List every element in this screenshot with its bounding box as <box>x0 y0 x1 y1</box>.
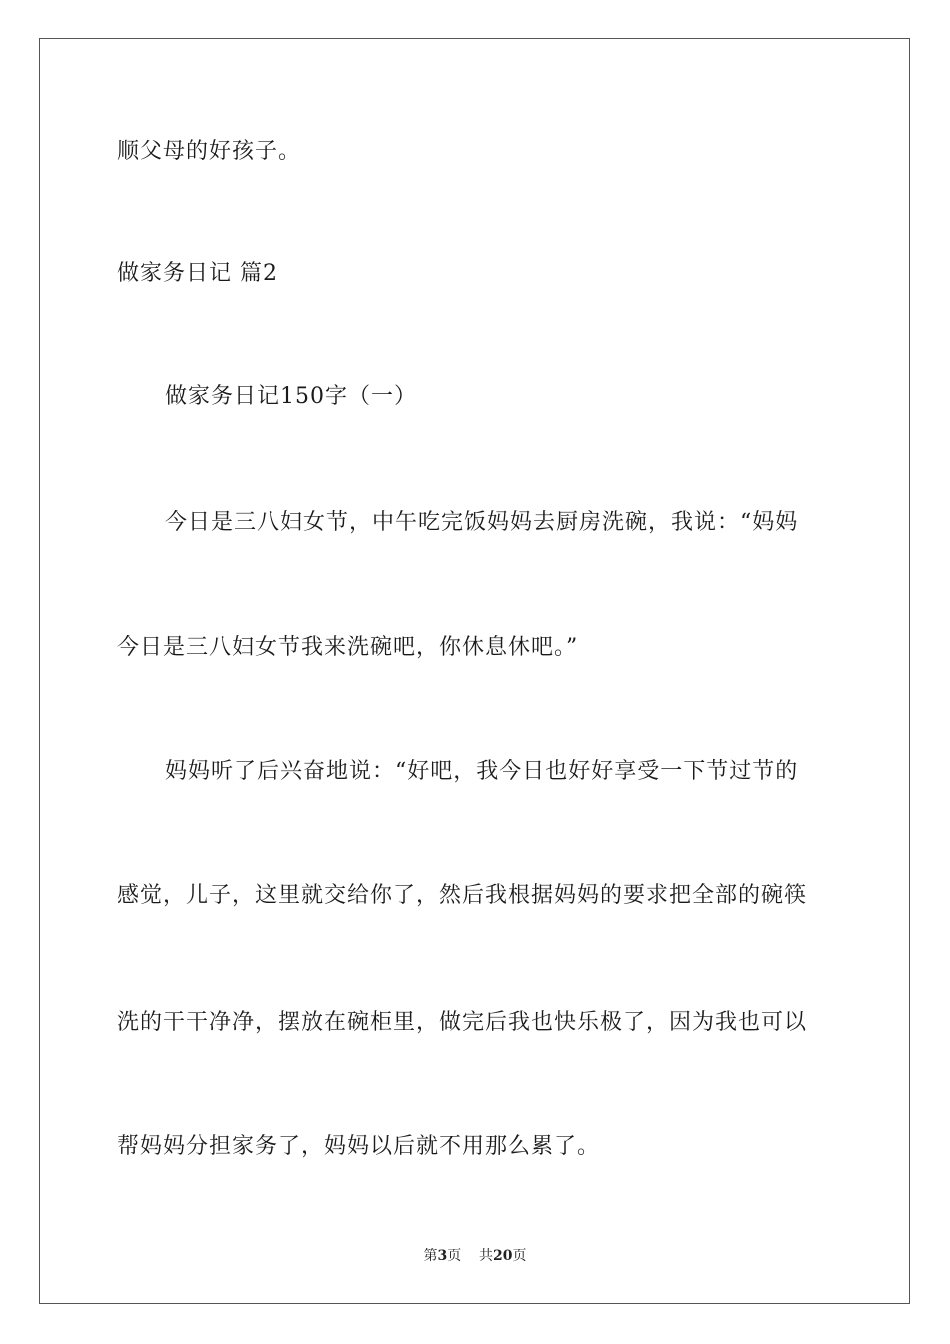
page-number: 3 <box>437 1248 448 1264</box>
paragraph-1-line-1: 今日是三八妇女节，中午吃完饭妈妈去厨房洗碗，我说：“妈妈 <box>165 510 799 535</box>
paragraph-2-line-4: 帮妈妈分担家务了，妈妈以后就不用那么累了。 <box>117 1134 601 1159</box>
page-suffix: 页 <box>447 1248 462 1264</box>
total-pages: 20 <box>493 1248 513 1264</box>
page-prefix: 第 <box>423 1248 438 1264</box>
page-frame <box>39 38 910 1304</box>
text-line-1: 顺父母的好孩子。 <box>117 139 302 164</box>
total-suffix: 页 <box>512 1248 527 1264</box>
paragraph-2-line-1: 妈妈听了后兴奋地说：“好吧，我今日也好好享受一下节过节的 <box>165 759 799 784</box>
paragraph-1-line-2: 今日是三八妇女节我来洗碗吧，你休息休吧。” <box>117 635 579 660</box>
page-footer <box>0 1246 950 1266</box>
section-heading: 做家务日记 篇2 <box>117 261 278 286</box>
paragraph-2-line-3: 洗的干干净净，摆放在碗柜里，做完后我也快乐极了，因为我也可以 <box>117 1010 808 1035</box>
entry-title: 做家务日记150字（一） <box>165 384 417 409</box>
total-prefix: 共 <box>479 1248 494 1264</box>
paragraph-2-line-2: 感觉，儿子，这里就交给你了，然后我根据妈妈的要求把全部的碗筷 <box>117 883 808 908</box>
